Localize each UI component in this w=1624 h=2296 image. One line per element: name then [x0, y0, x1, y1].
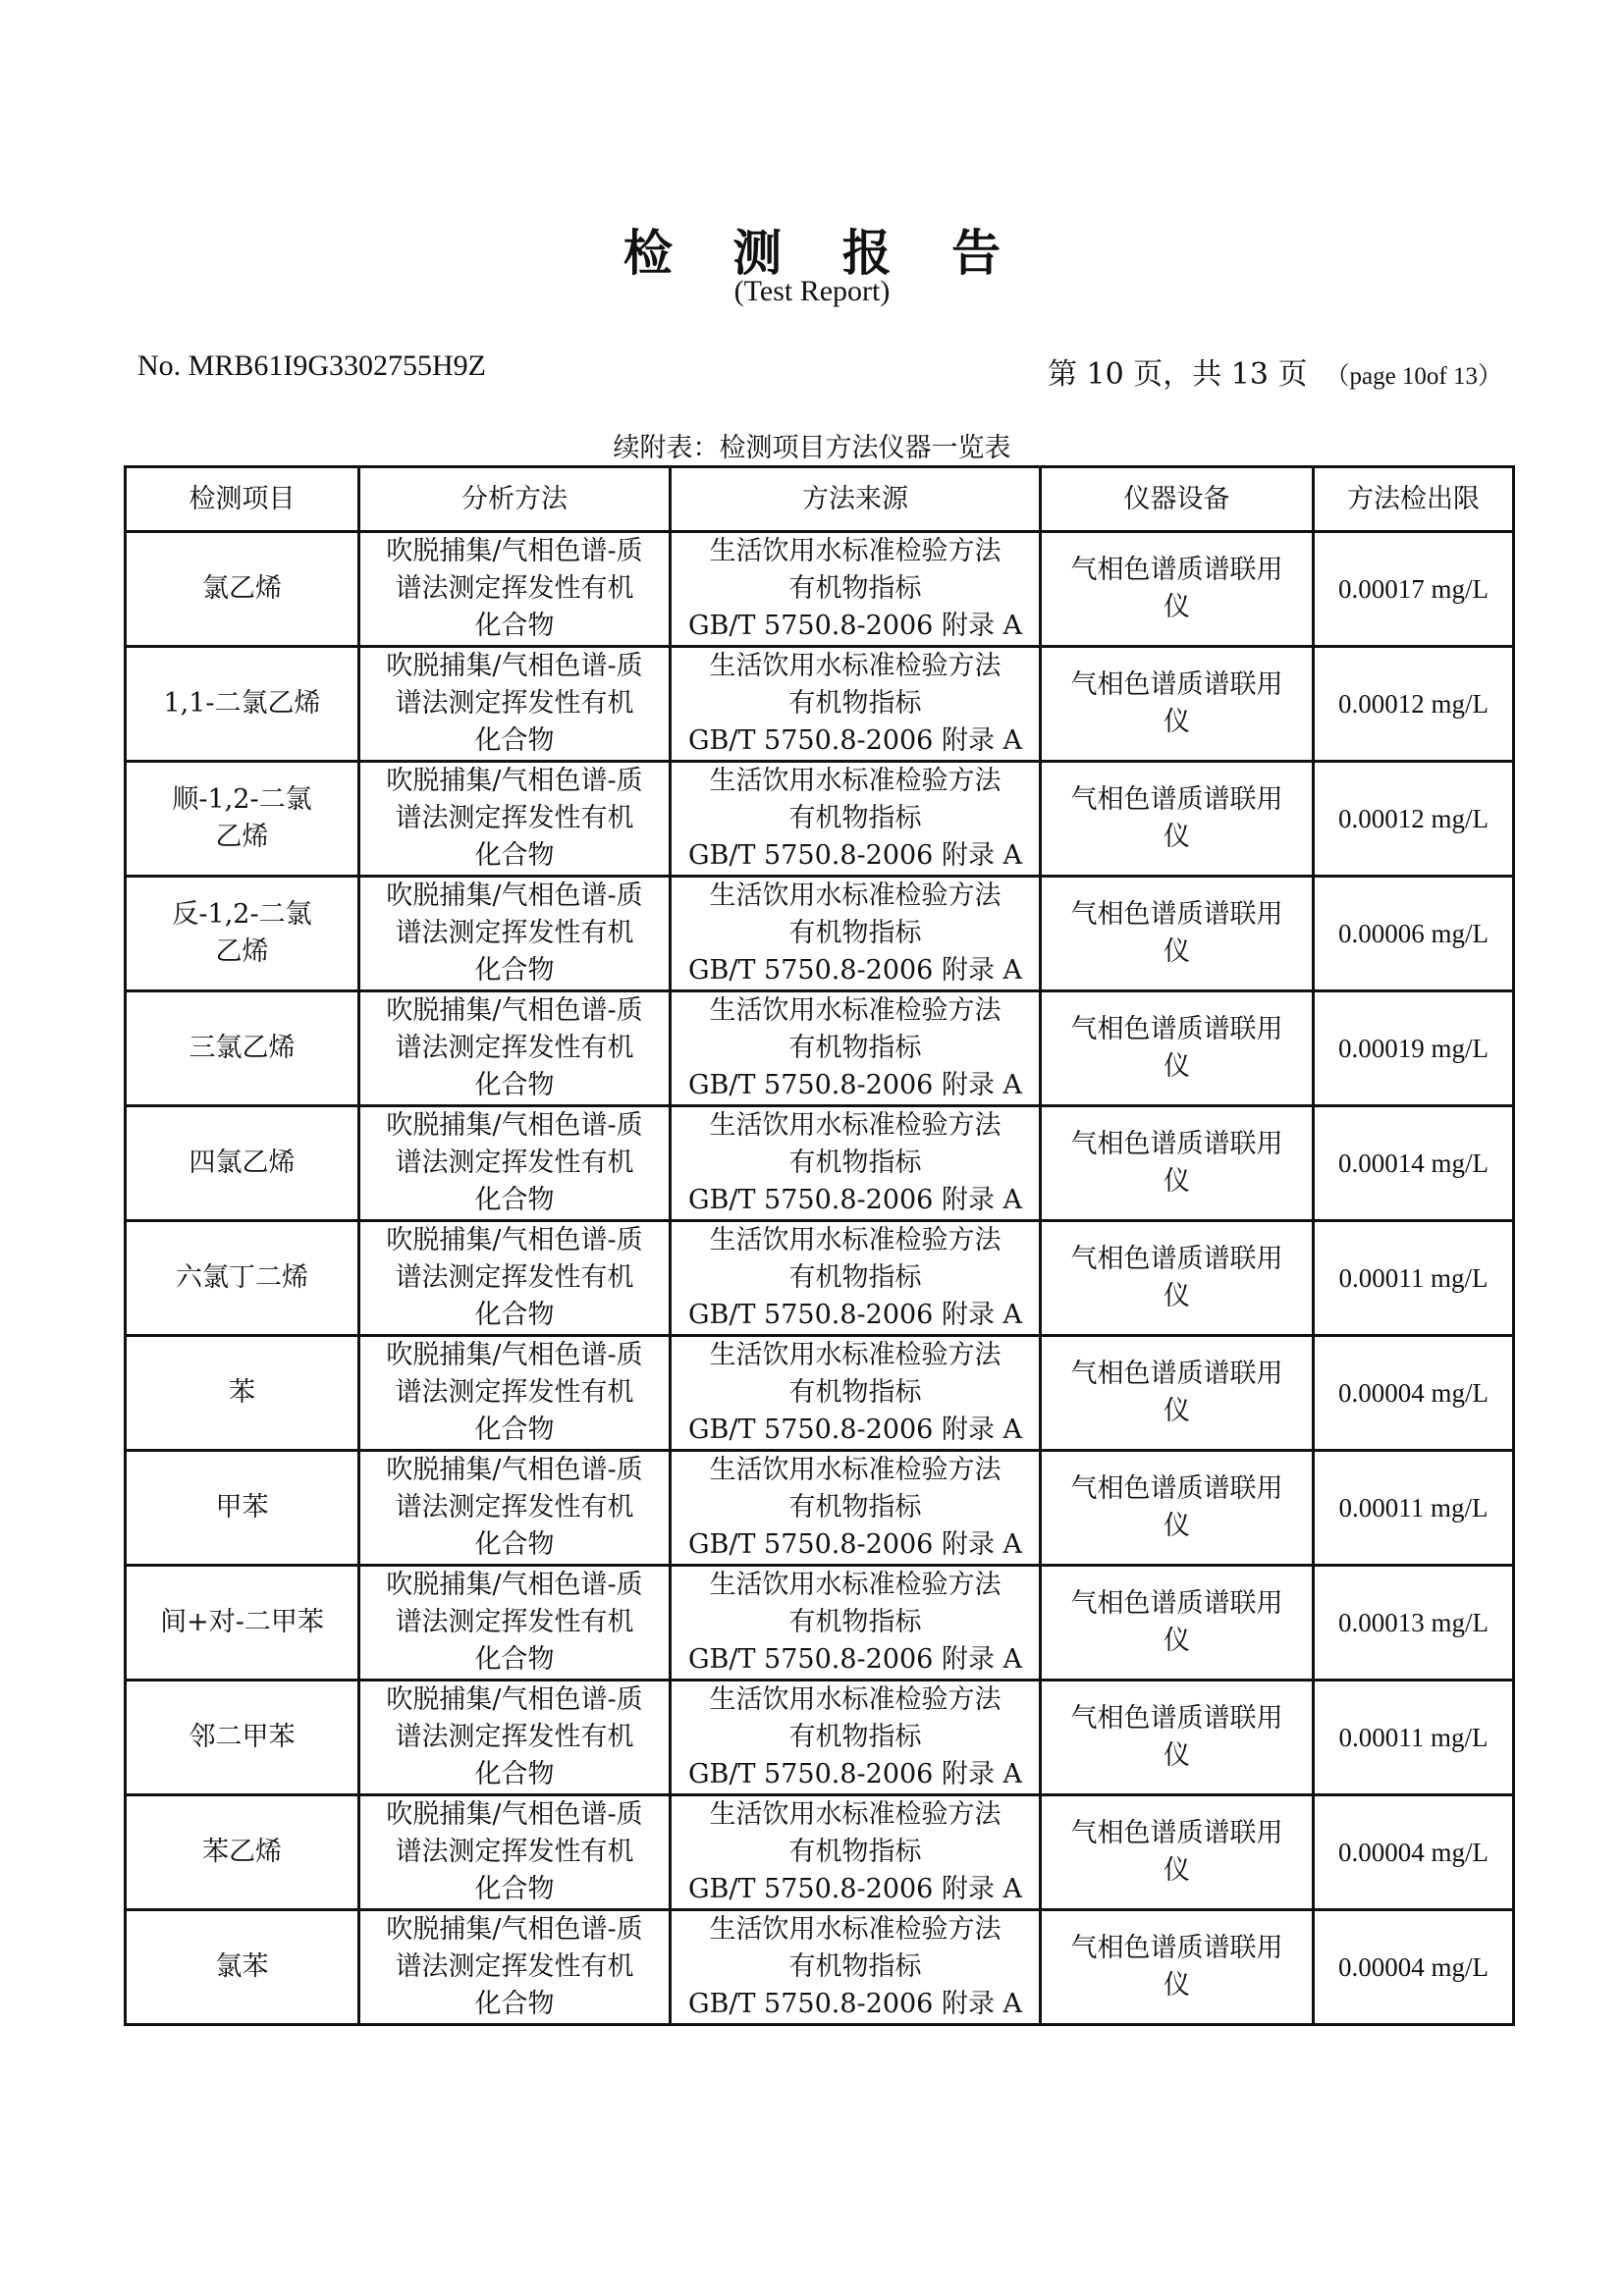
cell-method-line: 化合物: [474, 1415, 555, 1445]
cell-item: 苯乙烯: [126, 1795, 359, 1910]
cell-method: [359, 532, 671, 647]
cell-method: [359, 647, 671, 762]
cell-method-line: 化合物: [474, 1644, 555, 1675]
cell-instrument-line: 仪: [1164, 1626, 1190, 1656]
cell-instrument: [1041, 1681, 1314, 1795]
cell-instrument-line: 仪: [1164, 936, 1190, 967]
cell-source-line: 有机物指标: [788, 1377, 922, 1408]
cell-source-line: 有机物指标: [788, 1033, 922, 1063]
cell-instrument: [1041, 991, 1314, 1106]
cell-instrument: [1041, 877, 1314, 991]
table-row: [126, 1910, 1514, 2025]
cell-item: 氯乙烯: [126, 532, 359, 647]
cell-source-line: 生活饮用水标准检验方法: [709, 995, 1001, 1026]
cell-source: [671, 1336, 1041, 1451]
cell-limit: 0.00012 mg/L: [1314, 647, 1514, 762]
cell-method-line: 吹脱捕集/气相色谱-质: [386, 1914, 643, 1945]
cell-instrument-line: 气相色谱质谱联用: [1070, 899, 1283, 930]
cell-item: 苯: [126, 1336, 359, 1451]
methods-table: [124, 465, 1515, 2026]
cell-method-line: 化合物: [474, 725, 555, 756]
cell-method: [359, 1910, 671, 2025]
cell-source-line: GB/T 5750.8-2006 附录 A: [687, 955, 1023, 986]
cell-method-line: 谱法测定挥发性有机: [395, 1837, 634, 1867]
cell-source-line: 有机物指标: [788, 803, 922, 833]
cell-source-line: GB/T 5750.8-2006 附录 A: [687, 1874, 1023, 1904]
cell-instrument-line: 仪: [1164, 1970, 1190, 2001]
cell-method: [359, 762, 671, 877]
report-title: 检 测 报 告: [623, 224, 1023, 282]
cell-limit: 0.00011 mg/L: [1314, 1221, 1514, 1336]
cell-source-line: GB/T 5750.8-2006 附录 A: [687, 1070, 1023, 1100]
cell-source-line: 有机物指标: [788, 918, 922, 948]
table-caption: 续附表：检测项目方法仪器一览表: [613, 433, 1011, 463]
cell-source-line: GB/T 5750.8-2006 附录 A: [687, 1300, 1023, 1330]
cell-item: 邻二甲苯: [126, 1681, 359, 1795]
cell-method-line: 谱法测定挥发性有机: [395, 688, 634, 719]
cell-source: [671, 1566, 1041, 1681]
cell-source: [671, 532, 1041, 647]
cell-item: 1,1-二氯乙烯: [126, 647, 359, 762]
cell-source: [671, 991, 1041, 1106]
cell-method-line: 化合物: [474, 1759, 555, 1789]
cell-instrument-line: 气相色谱质谱联用: [1070, 555, 1283, 585]
cell-source-line: 生活饮用水标准检验方法: [709, 1570, 1001, 1600]
cell-instrument: [1041, 1221, 1314, 1336]
cell-limit: 0.00014 mg/L: [1314, 1106, 1514, 1221]
cell-limit: 0.00004 mg/L: [1314, 1795, 1514, 1910]
cell-instrument-line: 气相色谱质谱联用: [1070, 1129, 1283, 1159]
cell-method-line: 谱法测定挥发性有机: [395, 803, 634, 833]
cell-method-line: 谱法测定挥发性有机: [395, 1148, 634, 1178]
cell-instrument-line: 仪: [1164, 1166, 1190, 1197]
cell-instrument-line: 仪: [1164, 822, 1190, 852]
cell-source-line: 生活饮用水标准检验方法: [709, 1455, 1001, 1485]
cell-source: [671, 1681, 1041, 1795]
cell-method: [359, 1681, 671, 1795]
page-indicator-cn: 第 10 页，共 13 页: [1047, 357, 1308, 392]
cell-instrument-line: 气相色谱质谱联用: [1070, 784, 1283, 815]
cell-instrument-line: 气相色谱质谱联用: [1070, 1014, 1283, 1044]
cell-method: [359, 1336, 671, 1451]
table-row: [126, 1795, 1514, 1910]
cell-instrument: [1041, 762, 1314, 877]
cell-source-line: 生活饮用水标准检验方法: [709, 1340, 1001, 1370]
cell-source: [671, 1795, 1041, 1910]
cell-method: [359, 1566, 671, 1681]
cell-limit: 0.00017 mg/L: [1314, 532, 1514, 647]
cell-method: [359, 877, 671, 991]
cell-method-line: 吹脱捕集/气相色谱-质: [386, 766, 643, 796]
column-header-item: 检测项目: [126, 467, 359, 532]
cell-method-line: 化合物: [474, 1529, 555, 1560]
cell-method-line: 谱法测定挥发性有机: [395, 1722, 634, 1752]
cell-method-line: 吹脱捕集/气相色谱-质: [386, 1570, 643, 1600]
column-header-source: 方法来源: [671, 467, 1041, 532]
cell-instrument-line: 仪: [1164, 1051, 1190, 1082]
table-row: [126, 762, 1514, 877]
cell-item: 反-1,2-二氯 乙烯: [126, 877, 359, 991]
cell-method-line: 谱法测定挥发性有机: [395, 1607, 634, 1637]
cell-limit: 0.00004 mg/L: [1314, 1336, 1514, 1451]
column-header-instrument: 仪器设备: [1041, 467, 1314, 532]
table-row: [126, 1336, 1514, 1451]
cell-method-line: 谱法测定挥发性有机: [395, 1492, 634, 1522]
cell-source-line: GB/T 5750.8-2006 附录 A: [687, 1759, 1023, 1789]
report-number: No. MRB61I9G3302755H9Z: [137, 349, 487, 382]
cell-instrument-line: 气相色谱质谱联用: [1070, 1588, 1283, 1619]
cell-method-line: 吹脱捕集/气相色谱-质: [386, 1110, 643, 1141]
cell-source-line: 生活饮用水标准检验方法: [709, 766, 1001, 796]
cell-method-line: 谱法测定挥发性有机: [395, 1377, 634, 1408]
cell-source-line: 有机物指标: [788, 1262, 922, 1293]
cell-source: [671, 1106, 1041, 1221]
cell-source-line: 有机物指标: [788, 1951, 922, 1982]
cell-source-line: 有机物指标: [788, 573, 922, 604]
cell-method-line: 化合物: [474, 955, 555, 986]
cell-limit: 0.00011 mg/L: [1314, 1681, 1514, 1795]
cell-source: [671, 647, 1041, 762]
cell-method: [359, 1795, 671, 1910]
page-indicator-en: （page 10of 13）: [1325, 363, 1502, 390]
cell-instrument-line: 仪: [1164, 1740, 1190, 1771]
cell-source-line: 有机物指标: [788, 1722, 922, 1752]
cell-limit: 0.00011 mg/L: [1314, 1451, 1514, 1566]
cell-limit: 0.00019 mg/L: [1314, 991, 1514, 1106]
cell-instrument-line: 气相色谱质谱联用: [1070, 1818, 1283, 1848]
cell-source-line: 生活饮用水标准检验方法: [709, 881, 1001, 911]
table-header-row: [126, 467, 1514, 532]
cell-instrument: [1041, 1106, 1314, 1221]
cell-source-line: GB/T 5750.8-2006 附录 A: [687, 1644, 1023, 1675]
cell-method-line: 吹脱捕集/气相色谱-质: [386, 1684, 643, 1715]
cell-instrument-line: 气相色谱质谱联用: [1070, 669, 1283, 700]
cell-instrument: [1041, 1451, 1314, 1566]
cell-method-line: 吹脱捕集/气相色谱-质: [386, 1455, 643, 1485]
cell-source-line: 生活饮用水标准检验方法: [709, 1110, 1001, 1141]
cell-source-line: 生活饮用水标准检验方法: [709, 651, 1001, 681]
cell-instrument: [1041, 1566, 1314, 1681]
cell-item: 氯苯: [126, 1910, 359, 2025]
report-subtitle: (Test Report): [733, 275, 891, 307]
cell-method-line: 化合物: [474, 1070, 555, 1100]
cell-source-line: 有机物指标: [788, 1492, 922, 1522]
cell-method-line: 吹脱捕集/气相色谱-质: [386, 995, 643, 1026]
cell-method-line: 谱法测定挥发性有机: [395, 1262, 634, 1293]
cell-source-line: GB/T 5750.8-2006 附录 A: [687, 611, 1023, 641]
cell-item: 甲苯: [126, 1451, 359, 1566]
cell-limit: 0.00004 mg/L: [1314, 1910, 1514, 2025]
table-row: [126, 991, 1514, 1106]
cell-source: [671, 1221, 1041, 1336]
cell-instrument-line: 仪: [1164, 1855, 1190, 1886]
page-indicator: [1048, 349, 1502, 393]
cell-method-line: 谱法测定挥发性有机: [395, 1951, 634, 1982]
column-header-method: 分析方法: [359, 467, 671, 532]
cell-source-line: 生活饮用水标准检验方法: [709, 536, 1001, 566]
table-row: [126, 532, 1514, 647]
cell-instrument-line: 气相色谱质谱联用: [1070, 1244, 1283, 1274]
cell-instrument: [1041, 532, 1314, 647]
cell-source-line: 有机物指标: [788, 1148, 922, 1178]
cell-instrument: [1041, 1795, 1314, 1910]
cell-instrument: [1041, 1336, 1314, 1451]
cell-source-line: GB/T 5750.8-2006 附录 A: [687, 1989, 1023, 2019]
cell-source-line: 生活饮用水标准检验方法: [709, 1914, 1001, 1945]
cell-method-line: 吹脱捕集/气相色谱-质: [386, 881, 643, 911]
cell-method: [359, 1106, 671, 1221]
table-row: [126, 1106, 1514, 1221]
cell-source-line: GB/T 5750.8-2006 附录 A: [687, 1415, 1023, 1445]
cell-method-line: 吹脱捕集/气相色谱-质: [386, 1799, 643, 1830]
cell-source-line: 生活饮用水标准检验方法: [709, 1684, 1001, 1715]
cell-method-line: 化合物: [474, 1989, 555, 2019]
cell-method-line: 吹脱捕集/气相色谱-质: [386, 1225, 643, 1255]
cell-method-line: 化合物: [474, 840, 555, 871]
cell-instrument-line: 仪: [1164, 1511, 1190, 1541]
cell-limit: 0.00012 mg/L: [1314, 762, 1514, 877]
table-body: [126, 532, 1514, 2025]
cell-source: [671, 877, 1041, 991]
table-row: [126, 1681, 1514, 1795]
cell-limit: 0.00013 mg/L: [1314, 1566, 1514, 1681]
cell-method: [359, 1221, 671, 1336]
cell-instrument: [1041, 647, 1314, 762]
cell-source-line: 有机物指标: [788, 1837, 922, 1867]
cell-method-line: 吹脱捕集/气相色谱-质: [386, 536, 643, 566]
cell-instrument-line: 仪: [1164, 592, 1190, 622]
cell-method-line: 化合物: [474, 1874, 555, 1904]
cell-source-line: GB/T 5750.8-2006 附录 A: [687, 840, 1023, 871]
cell-method: [359, 1451, 671, 1566]
column-header-limit: 方法检出限: [1314, 467, 1514, 532]
cell-item: 六氯丁二烯: [126, 1221, 359, 1336]
cell-instrument-line: 仪: [1164, 1281, 1190, 1311]
cell-source-line: 有机物指标: [788, 688, 922, 719]
cell-instrument: [1041, 1910, 1314, 2025]
cell-source-line: GB/T 5750.8-2006 附录 A: [687, 725, 1023, 756]
cell-method-line: 化合物: [474, 611, 555, 641]
cell-instrument-line: 仪: [1164, 1396, 1190, 1426]
cell-source-line: 生活饮用水标准检验方法: [709, 1799, 1001, 1830]
cell-instrument-line: 气相色谱质谱联用: [1070, 1933, 1283, 1963]
cell-method-line: 谱法测定挥发性有机: [395, 918, 634, 948]
table-row: [126, 1221, 1514, 1336]
cell-item: 四氯乙烯: [126, 1106, 359, 1221]
cell-method-line: 谱法测定挥发性有机: [395, 1033, 634, 1063]
cell-source-line: 生活饮用水标准检验方法: [709, 1225, 1001, 1255]
cell-instrument-line: 气相色谱质谱联用: [1070, 1359, 1283, 1389]
cell-source-line: 有机物指标: [788, 1607, 922, 1637]
cell-method-line: 化合物: [474, 1185, 555, 1215]
table-row: [126, 647, 1514, 762]
cell-source: [671, 762, 1041, 877]
cell-method-line: 吹脱捕集/气相色谱-质: [386, 651, 643, 681]
cell-source-line: GB/T 5750.8-2006 附录 A: [687, 1185, 1023, 1215]
cell-method: [359, 991, 671, 1106]
cell-method-line: 谱法测定挥发性有机: [395, 573, 634, 604]
cell-source: [671, 1451, 1041, 1566]
cell-limit: 0.00006 mg/L: [1314, 877, 1514, 991]
cell-item: 间+对-二甲苯: [126, 1566, 359, 1681]
table-row: [126, 877, 1514, 991]
table-row: [126, 1451, 1514, 1566]
cell-item: 顺-1,2-二氯 乙烯: [126, 762, 359, 877]
cell-method-line: 吹脱捕集/气相色谱-质: [386, 1340, 643, 1370]
cell-item: 三氯乙烯: [126, 991, 359, 1106]
cell-instrument-line: 气相色谱质谱联用: [1070, 1473, 1283, 1504]
cell-method-line: 化合物: [474, 1300, 555, 1330]
table-row: [126, 1566, 1514, 1681]
cell-instrument-line: 仪: [1164, 707, 1190, 737]
cell-instrument-line: 气相色谱质谱联用: [1070, 1703, 1283, 1734]
cell-source: [671, 1910, 1041, 2025]
cell-source-line: GB/T 5750.8-2006 附录 A: [687, 1529, 1023, 1560]
